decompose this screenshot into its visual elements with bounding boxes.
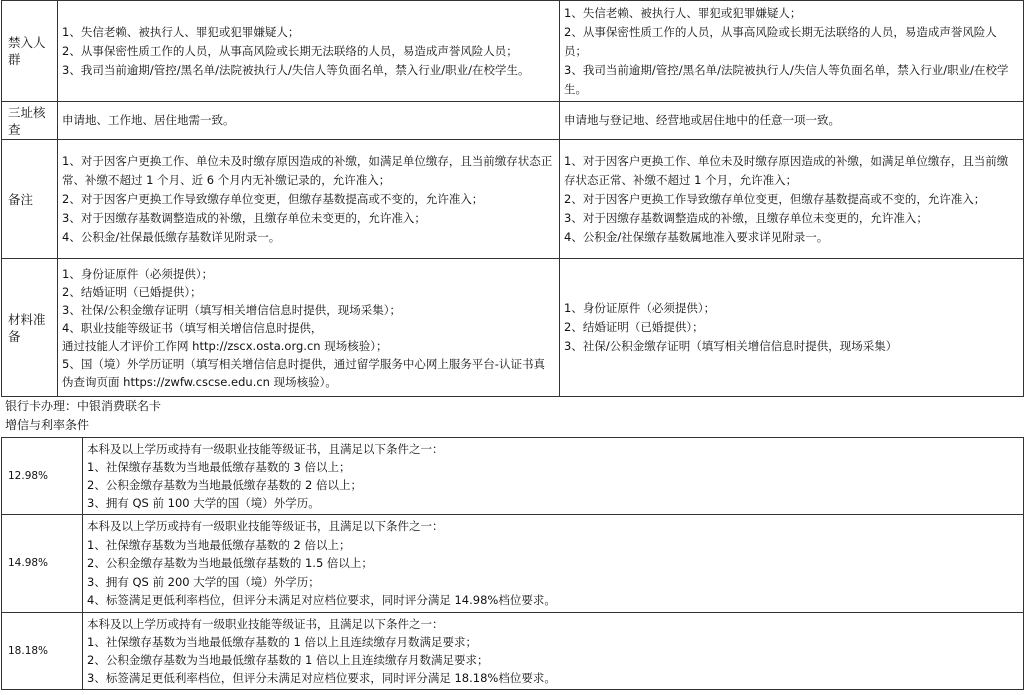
list-item: 通过技能人才评价工作网 http://zscx.osta.org.cn 现场核验）；	[62, 338, 388, 353]
list-item: 2、对于因客户更换工作导致缴存单位变更，但缴存基数提高或不变的，允许准入；	[62, 191, 484, 206]
list-item: 2、公积金缴存基数为当地最低缴存基数的 1.5 倍以上；	[87, 556, 373, 571]
list-item: 3、我司当前逾期/管控/黑名单/法院被执行人/失信人等负面名单，禁入行业/职业/在校学生。	[564, 62, 1009, 96]
list-item: 2、结婚证明（已婚提供）；	[564, 320, 704, 334]
list-item: 3、社保/公积金缴存证明（填写相关增信信息时提供，现场采集）	[564, 339, 898, 353]
table-row-address-check	[2, 102, 1024, 140]
row-label	[2, 102, 58, 140]
list-item: 2、结婚证明（已婚提供）；	[62, 284, 202, 299]
left-cell	[58, 140, 560, 259]
policy-table	[1, 0, 1024, 397]
rate-row	[2, 613, 1024, 690]
list-item: 2、对于因客户更换工作导致缴存单位变更，但缴存基数提高或不变的，允许准入；	[564, 191, 986, 206]
table-row-notes	[2, 140, 1024, 259]
list-item: 4、职业技能等级证书（填写相关增信信息时提供，	[62, 320, 323, 335]
right-cell	[560, 140, 1024, 259]
list-item: 2、从事保密性质工作的人员，从事高风险或长期无法联络的人员，易造成声誉风险人员；	[62, 43, 518, 58]
row-label	[2, 259, 58, 397]
rate-conditions	[83, 515, 1024, 613]
list-item: 3、社保/公积金缴存证明（填写相关增信信息时提供，现场采集）；	[62, 302, 401, 317]
rate-value: 14.98%	[2, 515, 83, 613]
rate-row	[2, 515, 1024, 613]
list-item: 1、对于因客户更换工作、单位未及时缴存原因造成的补缴，如满足单位缴存，且当前缴存状态正常、补缴不超过 1 个月，允许准入；	[564, 153, 1009, 187]
list-item: 1、社保缴存基数为当地最低缴存基数的 2 倍以上；	[87, 537, 351, 552]
list-item: 2、公积金缴存基数为当地最低缴存基数的 1 倍以上且连续缴存月数满足要求；	[87, 653, 489, 667]
list-item: 3、拥有 QS 前 200 大学的国（境）外学历；	[87, 574, 320, 589]
rate-row	[2, 438, 1024, 515]
list-item: 2、从事保密性质工作的人员，从事高风险或长期无法联络的人员，易造成声誉风险人员；	[564, 24, 997, 58]
rate-conditions	[83, 438, 1024, 515]
list-item: 1、社保缴存基数为当地最低缴存基数的 3 倍以上；	[87, 460, 351, 474]
table-row-restricted	[2, 1, 1024, 102]
row-label	[2, 1, 58, 102]
list-item: 1、身份证原件（必须提供）；	[564, 301, 716, 315]
condition-lead: 本科及以上学历或持有一级职业技能等级证书，且满足以下条件之一：	[87, 442, 444, 456]
list-item: 4、标签满足更低利率档位，但评分未满足对应档位要求，同时评分满足 14.98%档位要求。	[87, 593, 556, 608]
rate-heading: 增信与利率条件	[5, 418, 90, 432]
label-text: 禁入人群	[8, 35, 46, 67]
right-cell	[560, 259, 1024, 397]
right-cell	[560, 102, 1024, 140]
list-item: 3、标签满足更低利率档位，但评分未满足对应档位要求，同时评分满足 18.18%档位要求。	[87, 671, 556, 685]
label-text: 备注	[8, 191, 34, 207]
list-item: 3、我司当前逾期/管控/黑名单/法院被执行人/失信人等负面名单，禁入行业/职业/在校学生。	[62, 62, 530, 77]
condition-lead: 本科及以上学历或持有一级职业技能等级证书，且满足以下条件之一：	[87, 617, 444, 631]
list-item: 申请地、工作地、居住地需一致。	[62, 113, 235, 127]
list-item: 1、失信老赖、被执行人、罪犯或犯罪嫌疑人；	[62, 24, 300, 39]
list-item: 2、公积金缴存基数为当地最低缴存基数的 2 倍以上；	[87, 478, 362, 492]
list-item: 1、社保缴存基数为当地最低缴存基数的 1 倍以上且连续缴存月数满足要求；	[87, 635, 477, 649]
list-item: 1、身份证原件（必须提供）；	[62, 266, 214, 281]
list-item: 5、国（境）外学历证明（填写相关增信信息时提供，通过留学服务中心网上服务平台-认证书真伪查询页面 https://zwfw.cscse.edu.cn 现场核验）。	[62, 356, 545, 389]
list-item: 3、对于因缴存基数调整造成的补缴，且缴存单位未变更的，允许准入；	[62, 210, 426, 225]
rate-value: 18.18%	[2, 613, 83, 690]
label-text: 三址核查	[8, 104, 46, 137]
label-text: 材料准备	[8, 311, 46, 344]
rate-conditions	[83, 613, 1024, 690]
condition-lead: 本科及以上学历或持有一级职业技能等级证书，且满足以下条件之一：	[87, 519, 444, 534]
right-cell	[560, 1, 1024, 102]
list-item: 申请地与登记地、经营地或居住地中的任意一项一致。	[564, 113, 840, 127]
left-cell	[58, 259, 560, 397]
rate-table	[1, 437, 1024, 690]
list-item: 4、公积金/社保最低缴存基数详见附录一。	[62, 229, 281, 244]
rate-value: 12.98%	[2, 438, 83, 515]
list-item: 3、拥有 QS 前 100 大学的国（境）外学历。	[87, 496, 320, 510]
list-item: 1、对于因客户更换工作、单位未及时缴存原因造成的补缴，如满足单位缴存，且当前缴存状态正常、补缴不超过 1 个月、近 6 个月内无补缴记录的，允许准入；	[62, 153, 553, 187]
bank-card-line: 银行卡办理：中银消费联名卡	[5, 399, 162, 413]
list-item: 4、公积金/社保缴存基数属地准入要求详见附录一。	[564, 229, 829, 244]
list-item: 3、对于因缴存基数调整造成的补缴，且缴存单位未变更的，允许准入；	[564, 210, 928, 225]
list-item: 1、失信老赖、被执行人、罪犯或犯罪嫌疑人；	[564, 5, 802, 20]
left-cell	[58, 1, 560, 102]
table-row-materials	[2, 259, 1024, 397]
row-label	[2, 140, 58, 259]
left-cell	[58, 102, 560, 140]
